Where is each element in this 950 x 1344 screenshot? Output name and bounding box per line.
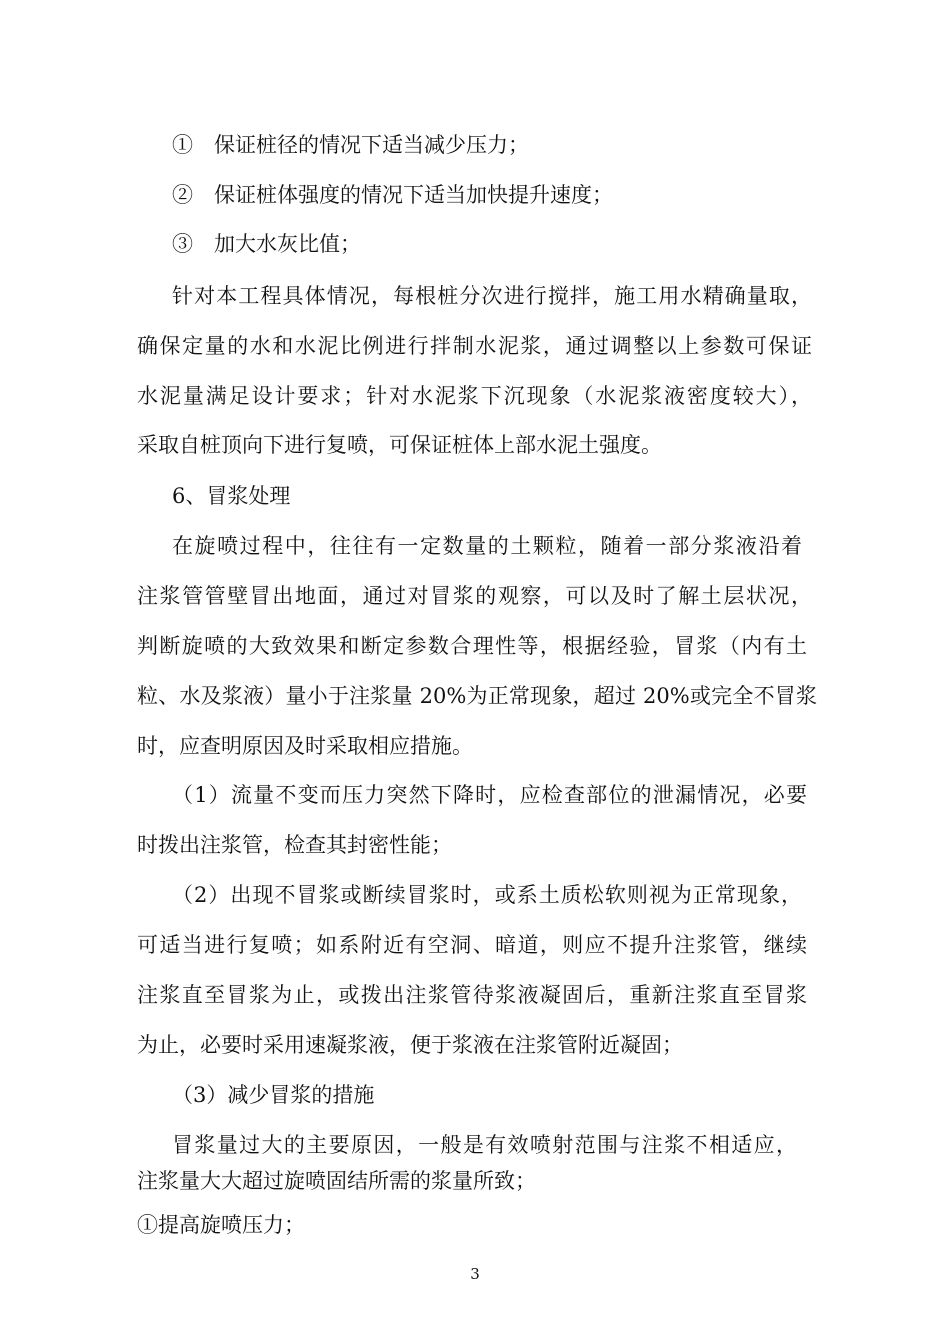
section-heading: 6、冒浆处理 (172, 484, 291, 508)
list-item-2: ② 保证桩体强度的情况下适当加快提升速度； (172, 183, 613, 207)
paragraph-line: 粒、水及浆液）量小于注浆量 20%为正常现象，超过 20%或完全不冒浆 (137, 684, 817, 708)
page-number: 3 (470, 1265, 480, 1283)
paragraph-line: 时，应查明原因及时采取相应措施。 (137, 734, 473, 758)
list-item-1: ① 保证桩径的情况下适当减少压力； (172, 133, 529, 157)
paragraph-line: 时拨出注浆管，检查其封密性能； (137, 833, 452, 857)
paragraph-line: 为止，必要时采用速凝浆液，便于浆液在注浆管附近凝固； (137, 1033, 683, 1057)
list-item-3: ③ 加大水灰比值； (172, 232, 361, 256)
paragraph-line: 采取自桩顶向下进行复喷，可保证桩体上部水泥土强度。 (137, 433, 662, 457)
paragraph-line: 注浆直至冒浆为止，或拨出注浆管待浆液凝固后，重新注浆直至冒浆 (137, 983, 807, 1007)
paragraph-line: 可适当进行复喷；如系附近有空洞、暗道，则应不提升注浆管，继续 (137, 933, 807, 957)
paragraph-line: 判断旋喷的大致效果和断定参数合理性等，根据经验，冒浆（内有土 (137, 634, 807, 658)
list-item-1: ①提高旋喷压力； (137, 1213, 305, 1237)
paragraph-line: 针对本工程具体情况，每根桩分次进行搅拌，施工用水精确量取， (172, 284, 812, 308)
paragraph-line: 注浆量大大超过旋喷固结所需的浆量所致； (137, 1169, 536, 1193)
paragraph-line: 确保定量的水和水泥比例进行拌制水泥浆，通过调整以上参数可保证 (137, 334, 812, 358)
paragraph-line: 冒浆量过大的主要原因，一般是有效喷射范围与注浆不相适应， (172, 1133, 797, 1157)
paragraph-line: 水泥量满足设计要求；针对水泥浆下沉现象（水泥浆液密度较大）， (137, 384, 812, 408)
paragraph-line: （1）流量不变而压力突然下降时，应检查部位的泄漏情况，必要 (172, 783, 807, 807)
paragraph-line: 在旋喷过程中，往往有一定数量的土颗粒，随着一部分浆液沿着 (172, 534, 802, 558)
paragraph-line: （2）出现不冒浆或断续冒浆时，或系土质松软则视为正常现象， (172, 883, 802, 907)
subsection-heading: （3）减少冒浆的措施 (172, 1083, 375, 1107)
paragraph-line: 注浆管管壁冒出地面，通过对冒浆的观察，可以及时了解土层状况， (137, 584, 812, 608)
